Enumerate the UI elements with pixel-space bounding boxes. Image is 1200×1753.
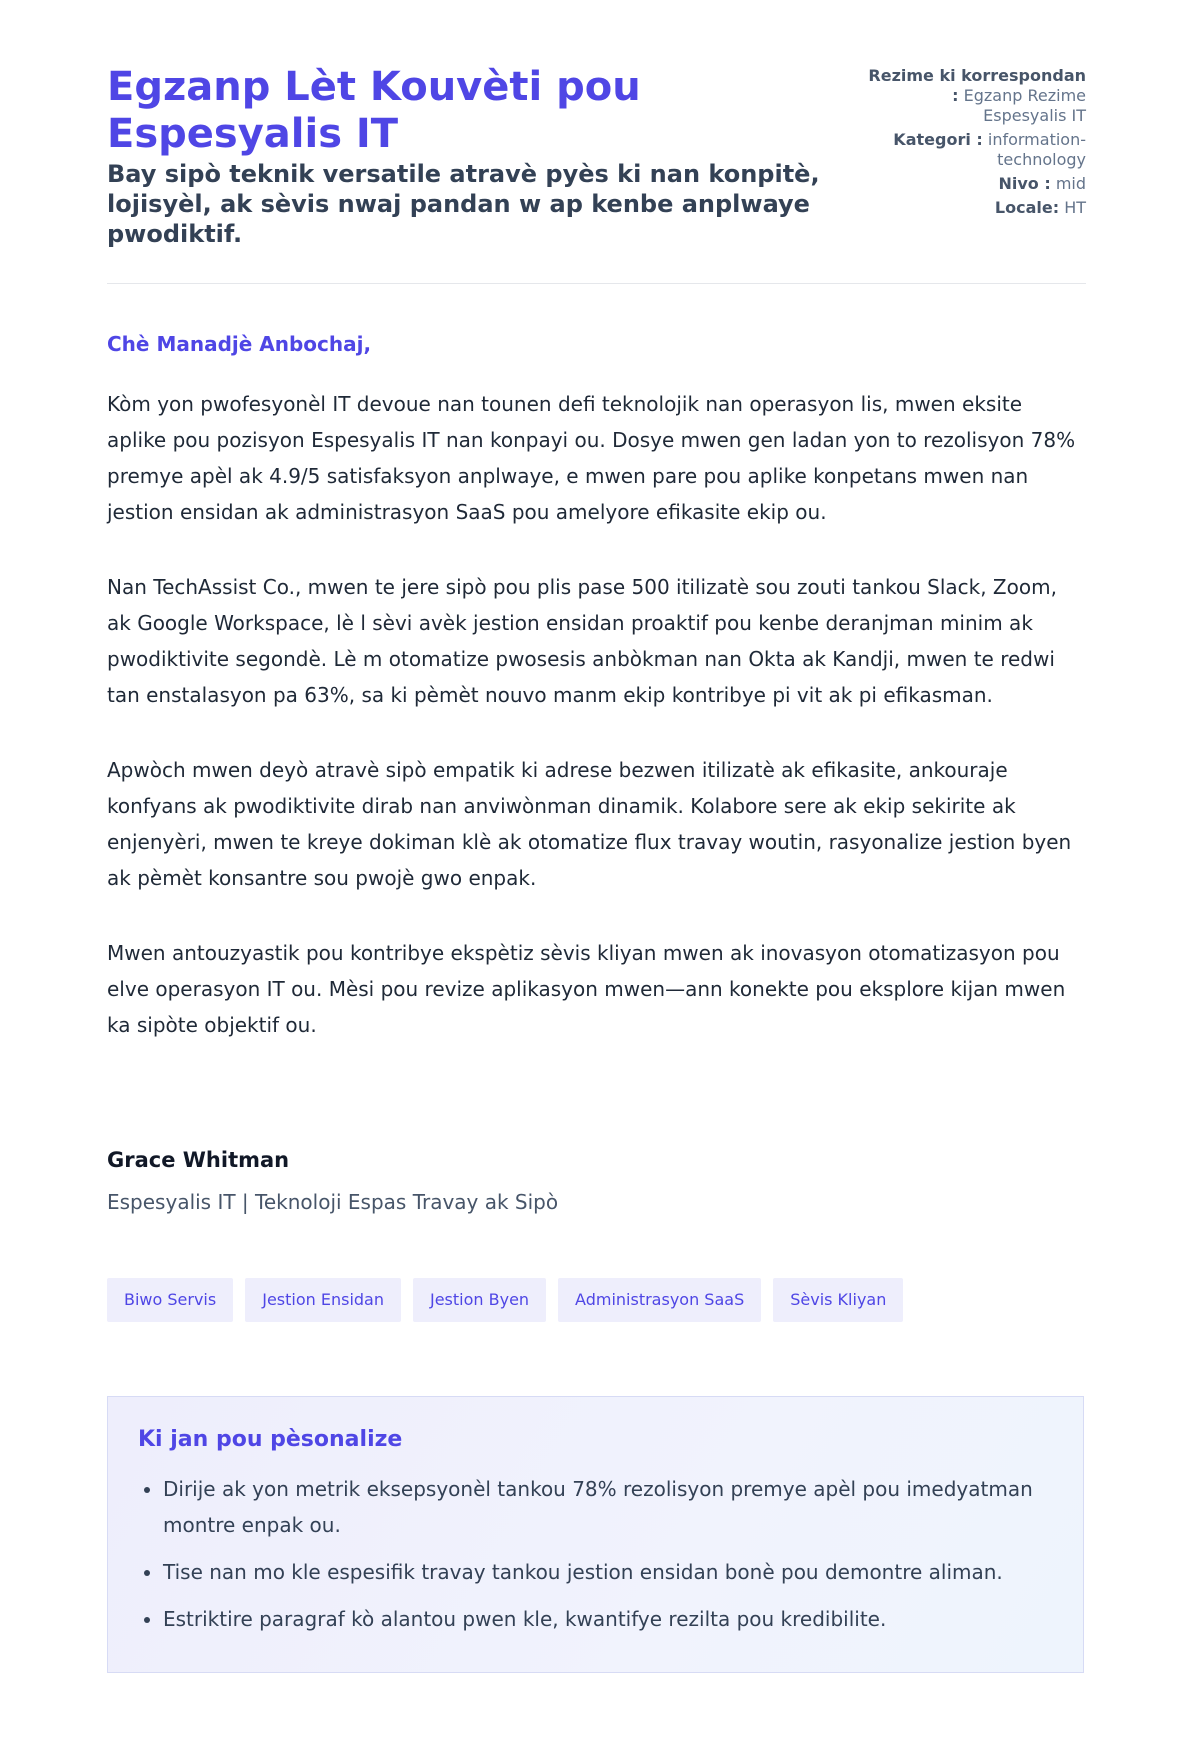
meta-category <box>866 130 1086 170</box>
letter-paragraph: Nan TechAssist Co., mwen te jere sipò pou plis pase 500 itilizatè sou zouti tankou Slack, Zoom, ak Google Workspace, lè l sèvi avèk jestion ensidan proaktif pou kenbe deranjman minim ak pwodiktivite segondè. Lè m otomatize pwosesis anbòkman nan Okta ak Kandji, mwen te redwi tan enstalasyon pa 63%, sa ki pèmèt nouvo manm ekip kontribye pi vit ak pi efikasman. <box>107 575 1057 707</box>
skill-tags <box>107 1278 903 1322</box>
page-subtitle: Bay sipò teknik versatile atravè pyès ki nan konpitè, lojisyèl, ak sèvis nwaj pandan w ap kenbe anplwaye pwodiktif. <box>107 160 820 248</box>
signature-name: Grace Whitman <box>107 1148 290 1172</box>
customization-tips-box <box>107 1396 1084 1673</box>
skill-tag: Biwo Servis <box>107 1278 233 1322</box>
tips-list <box>138 1471 1053 1637</box>
meta-info <box>866 66 1086 222</box>
tip-item: • Estriktire paragraf kò alantou pwen kle, kwantifye rezilta pou kredibilite. <box>163 1601 1053 1637</box>
meta-level <box>866 174 1086 194</box>
skill-tag: Administrasyon SaaS <box>558 1278 761 1322</box>
page-title: Egzanp Lèt Kouvèti pou Espesyalis IT <box>107 64 641 157</box>
letter-body <box>107 386 1086 1082</box>
skill-tag: Jestion Byen <box>413 1278 546 1322</box>
meta-level-value: mid <box>1055 174 1086 193</box>
letter-header <box>107 0 1086 284</box>
tip-item: • Tise nan mo kle espesifik travay tankou jestion ensidan bonè pou demontre aliman. <box>163 1554 1053 1590</box>
meta-resume <box>866 66 1086 126</box>
letter-greeting: Chè Manadjè Anbochaj, <box>107 332 372 356</box>
tip-item: • Dirije ak yon metrik eksepsyonèl tankou 78% rezolisyon premye apèl pou imedyatman montre enpak ou. <box>163 1471 1053 1543</box>
cover-letter-page <box>107 0 1086 1631</box>
tips-title: Ki jan pou pèsonalize <box>138 1427 403 1452</box>
signature-role: Espesyalis IT | Teknoloji Espas Travay ak Sipò <box>107 1190 559 1214</box>
meta-resume-label: Rezime ki korrespondan : <box>868 66 1086 105</box>
skill-tag: Sèvis Kliyan <box>773 1278 903 1322</box>
letter-paragraph: Mwen antouzyastik pou kontribye ekspètiz sèvis kliyan mwen ak inovasyon otomatizasyon pou elve operasyon IT ou. Mèsi pou revize aplikasyon mwen—ann konekte pou eksplore kijan mwen ka sipòte objektif ou. <box>107 941 1066 1037</box>
meta-locale-value: HT <box>1064 198 1086 217</box>
meta-locale <box>866 198 1086 218</box>
meta-locale-label: Locale: <box>994 198 1060 217</box>
meta-resume-value: Egzanp Rezime Espesyalis IT <box>963 86 1086 125</box>
meta-category-label: Kategori : <box>893 130 983 149</box>
letter-paragraph: Kòm yon pwofesyonèl IT devoue nan tounen defi teknolojik nan operasyon lis, mwen eksite aplike pou pozisyon Espesyalis IT nan konpayi ou. Dosye mwen gen ladan yon to rezolisyon 78% premye apèl ak 4.9/5 satisfaksyon anplwaye, e mwen pare pou aplike konpetans mwen nan jestion ensidan ak administrasyon SaaS pou amelyore efikasite ekip ou. <box>107 392 1076 524</box>
meta-level-label: Nivo : <box>998 174 1051 193</box>
meta-category-value: information-technology <box>987 130 1086 169</box>
letter-paragraph: Apwòch mwen deyò atravè sipò empatik ki adrese bezwen itilizatè ak efikasite, ankouraje konfyans ak pwodiktivite dirab nan anviwònman dinamik. Kolabore sere ak ekip sekirite ak enjenyèri, mwen te kreye dokiman klè ak otomatize flux travay woutin, rasyonalize jestion byen ak pèmèt konsantre sou pwojè gwo enpak. <box>107 758 1072 890</box>
skill-tag: Jestion Ensidan <box>245 1278 401 1322</box>
